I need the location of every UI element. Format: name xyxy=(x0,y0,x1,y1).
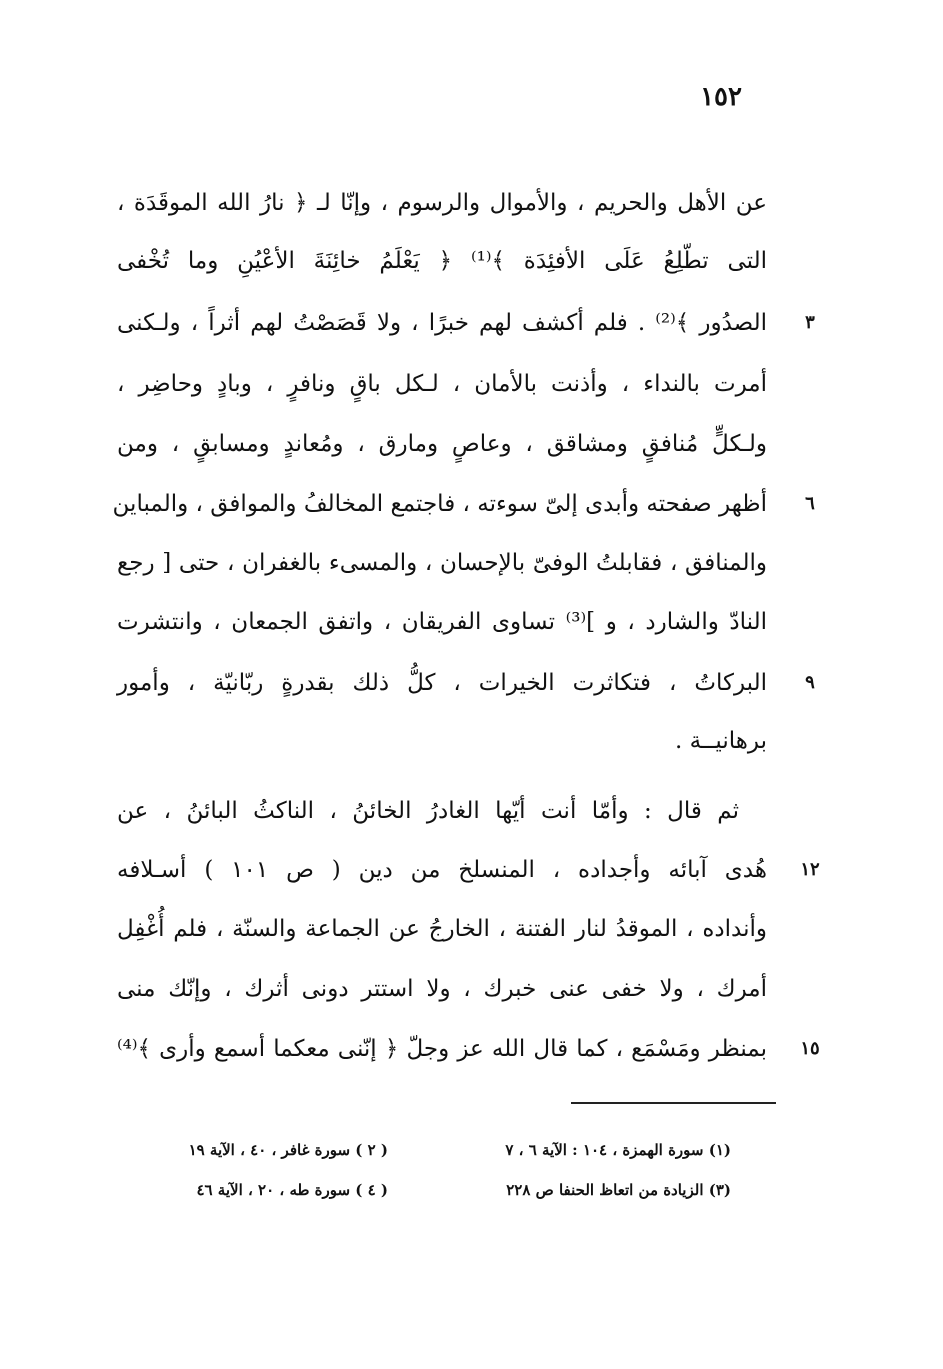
text-line: أمرك ، ولا خفى عنى خبرك ، ولا استتر دونى أثرك ، وإنّك منى xyxy=(117,976,767,1002)
footnote: ( ٤ ) سورة طه ، ٢٠ ، الآية ٤٦ xyxy=(196,1181,388,1199)
footnote: ( ٢ ) سورة غافر ، ٤٠ ، الآية ١٩ xyxy=(188,1141,388,1159)
text-line: وأنداده ، الموقدُ لنار الفتنة ، الخارجُ عن الجماعة والسنّة ، فلم أُغْفِل xyxy=(117,916,767,942)
line-number-marker: ٣ xyxy=(805,312,815,333)
text-line: عن الأهل والحريم ، والأموال والرسوم ، وإنّا لـ ﴿ نارُ الله الموقَدَة ، xyxy=(117,190,767,216)
footnote: (٣) الزيادة من اتعاظ الحنفا ص ٢٢٨ xyxy=(506,1181,731,1199)
text-line: هُدى آبائه وأجداده ، المنسلخ من دين ( ص ١٠١ ) أسـلافه xyxy=(117,857,767,883)
line-number-marker: ٦ xyxy=(805,493,815,514)
text-line: أمرت بالنداء ، وأذنت بالأمان ، لـكل باقٍ ونافرٍ ، وبادٍ وحاضِر ، xyxy=(117,371,767,397)
footnote: (١) سورة الهمزة ، ١٠٤ : الآية ٦ ، ٧ xyxy=(505,1141,731,1159)
text-line: برهانيــة . xyxy=(675,728,767,754)
text-line: أظهر صفحته وأبدى إلىّ سوءته ، فاجتمع المخالفُ والموافق ، والمباين xyxy=(112,491,767,517)
text-line: التى تطّلِعُ عَلَى الأفئِدَة ﴾⁽¹⁾ ﴿ يَعْلَمُ خائِنَةَ الأعْيُنِ وما تُخْفى xyxy=(117,248,768,274)
text-line: الصدُور ﴾⁽²⁾ . فلم أكشف لهم خبرًا ، ولا قَصَصْتُ لهم أثراً ، ولـكنى xyxy=(117,310,767,336)
footnote-separator xyxy=(571,1102,776,1104)
line-number-marker: ١٢ xyxy=(800,859,820,880)
text-line: والمنافق ، فقابلتُ الوفىّ بالإحسان ، والمسىء بالغفران ، حتى [ رجع xyxy=(117,550,767,576)
text-line: النادّ والشارد ، و ]⁽³⁾ تساوى الفريقان ، واتفق الجمعان ، وانتشرت xyxy=(117,609,767,635)
line-number-marker: ٩ xyxy=(805,672,815,693)
text-line: بمنظر ومَسْمَع ، كما قال الله عز وجلّ ﴿ إنّنى معكما أسمع وأرى ﴾⁽⁴⁾ xyxy=(117,1036,767,1062)
text-line: البركاتُ ، فتكاثرت الخيرات ، كلُّ ذلك بقدرةٍ ربّانيّة ، وأمور xyxy=(117,670,767,696)
text-line: ثم قال : وأمّا أنت أيّها الغادرُ الخائنُ ، الناكثُ البائنُ ، عن xyxy=(117,798,739,824)
page-number: ١٥٢ xyxy=(700,82,742,112)
line-number-marker: ١٥ xyxy=(800,1038,820,1059)
text-line: ولـكلٍّ مُنافقٍ ومشاقق ، وعاصٍ ومارق ، ومُعاندٍ ومسابقٍ ، ومن xyxy=(117,431,767,457)
